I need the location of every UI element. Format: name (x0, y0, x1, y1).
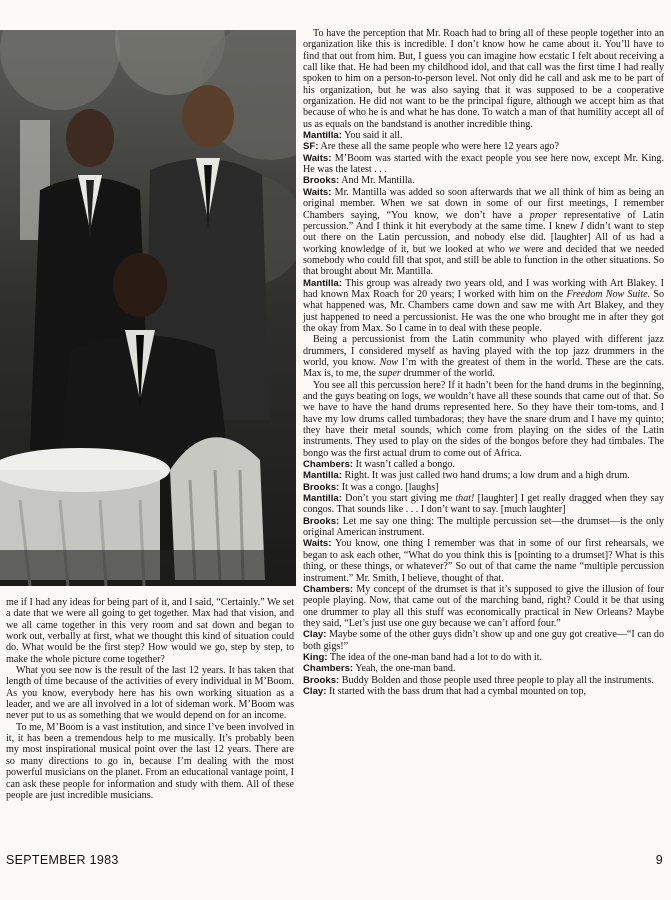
emphasis: that! (455, 493, 475, 505)
paragraph-text: drummer of the world. (400, 368, 495, 380)
speaker-line (303, 459, 664, 470)
speaker-text: Don’t you start giving me (341, 493, 456, 505)
emphasis: we (508, 243, 520, 255)
speaker-text: My concept of the drumset is that it’s supposed to give the illusion of four people playing. Now, that came out of the marching band, right? Could it be that using one drummer to play all this stuff was economically practical in New Orleans? Maybe they said, “Let’s just use one guy because we can’t afford four.” (303, 583, 664, 629)
speaker-text: Yeah, the one-man band. (353, 663, 456, 675)
paragraph: To have the perception that Mr. Roach had to bring all of these people together into an organization like this is incredible. I don’t know how he came about it. You’ll have to find that out from him. But, I guess you can imagine how ecstatic I felt about receiving a call like that. He had been my childhood idol, and that call was the first time I had really spoken to him on a person-to-person level. Not only did he call and ask me to be part of his organization, but he was also saying that it was supposed to be a cooperative organization. He did not want to be the principal figure, although we accept him as that because of who he is and what he has done. To watch a man of that humility accept all of us as equals on the bandstand is another incredible thing. (303, 28, 664, 130)
emphasis: Now (379, 356, 399, 368)
speaker-name: Brooks: (303, 481, 340, 493)
speaker-line (303, 584, 664, 629)
speaker-line (303, 675, 664, 686)
speaker-text: representative of Latin percussion.” And I think it hit everybody at the same time. I knew (303, 209, 664, 232)
speaker-name: Waits: (303, 538, 332, 550)
speaker-line (303, 493, 664, 516)
paragraph-text: I’m with the greatest of them in the world. These are the cats. Max is, to me, the (303, 356, 664, 380)
speaker-text: [laughter] I get really dragged when they say congos. That sounds like . . . I don’t want to say. [much laughter] (303, 493, 664, 516)
speaker-line (303, 663, 664, 674)
speaker-text: It wasn’t called a bongo. (353, 459, 455, 471)
speaker-text: It was a congo. [laughs] (339, 481, 439, 493)
speaker-name: Chambers: (303, 663, 354, 675)
speaker-text: Buddy Bolden and those people used three people to play all the instruments. (339, 674, 654, 686)
paragraph (303, 334, 664, 379)
emphasis: proper (529, 209, 557, 221)
right-column-text (303, 28, 664, 697)
page-number: 9 (655, 853, 663, 867)
speaker-name: Brooks: (303, 674, 340, 686)
speaker-text: It started with the bass drum that had a cymbal mounted on top, (326, 685, 587, 697)
speaker-line (303, 141, 664, 152)
paragraph: What you see now is the result of the last 12 years. It has taken that length of time because of the activities of every individual in M’Boom. As you know, everybody here has his own working situation as a leader, and we are all involved in a lot of sideman work. M’Boom was never put to us as something that we would depend on for an income. (6, 665, 294, 722)
speaker-name: Waits: (303, 186, 332, 198)
group-photo (0, 30, 296, 586)
speaker-text: Right. It was just called two hand drums; a low drum and a high drum. (341, 470, 630, 482)
speaker-line (303, 629, 664, 652)
speaker-text: were and decided that we needed somebody who could fill that spot, and still be able to function in the other situations. So that brought about Mr. Mantilla. (303, 243, 664, 278)
speaker-name: Mantilla: (303, 470, 342, 482)
speaker-line (303, 175, 664, 186)
speaker-line (303, 130, 664, 141)
emphasis: Freedom Now Suite. (566, 288, 651, 300)
left-column-text (6, 597, 294, 801)
speaker-name: SF: (303, 141, 319, 153)
speaker-text: M’Boom was started with the exact people you see here now, except Mr. King. He was the latest . . . (303, 152, 664, 176)
speaker-text: You know, one thing I remember was that in some of our first rehearsals, we began to ask each other, “What do you think this is [pointing to a drumset]? What is this thing, or these things, or whatever?” So out of that came the name “multiple percussion instrument.” Mr. Smith, I believe, thought of that. (303, 538, 664, 584)
speaker-text: The idea of the one-man band had a lot to do with it. (327, 651, 543, 663)
paragraph-text: Being a percussionist from the Latin community who played with different jazz drummers, I considered myself as having played with the top jazz drummers in the world, you know. (303, 334, 664, 368)
speaker-line (303, 652, 664, 663)
speaker-line (303, 470, 664, 481)
speaker-text: Maybe some of the other guys didn’t show up and one guy got creative—“I can do both gigs!” (303, 629, 664, 652)
paragraph: You see all this percussion here? If it hadn’t been for the hand drums in the beginning, and the guys beating on logs, we wouldn’t have all these sounds that came out of that. So we have to have the hand drums represented here. So they have their tom-toms, and I have my low drums called tumbadoras; they have the snare drum and I have my quinto; they have their metal sounds, which come from playing on the sides of the Latin instruments. They used to play on the sides of the bongos before they had timbales. The bongo was the first actual drum to come out of Africa. (303, 379, 664, 459)
speaker-text: This group was already two years old, and I was working with Art Blakey. I had known Max Roach for 20 years; I worked with him on the (303, 277, 664, 300)
speaker-name: Mantilla: (303, 493, 342, 505)
speaker-line (303, 482, 664, 493)
issue-date: SEPTEMBER 1983 (6, 853, 119, 867)
speaker-text: You said it all. (341, 130, 403, 142)
speaker-text: didn’t want to step out there on the Latin percussion, and nobody else did. [laughter] All of us had a working knowledge of it, but we looked at who (303, 220, 664, 255)
speaker-name: Mantilla: (303, 277, 342, 289)
emphasis: I (580, 220, 584, 232)
speaker-name: Waits: (303, 152, 332, 164)
speaker-name: Chambers: (303, 459, 354, 471)
speaker-name: Brooks: (303, 515, 340, 527)
speaker-name: Clay: (303, 685, 327, 697)
speaker-text: So what happened was, Mr. Chambers came down and saw me with Art Blakey, and they just happened to need a percussionist. He was the one who brought me in after they got the okay from Max. So I came in to deal with these people. (303, 288, 665, 334)
speaker-text: And Mr. Mantilla. (339, 175, 415, 187)
speaker-name: Mantilla: (303, 130, 342, 142)
paragraph: To me, M’Boom is a vast institution, and since I’ve been involved in it, it has been a tremendous help to me musically. It’s probably been my most inspirational musical point over the last 12 years. There are so many directions to go in, because I’m dealing with the most powerful musicians on the planet. From an educational vantage point, I can ask these people for information and study with them. All of these people are just incredible musicians. (6, 721, 294, 801)
speaker-name: Brooks: (303, 175, 340, 187)
speaker-text: Mr. Mantilla was added so soon afterwards that we all think of him as being an original member. When we sat down in some of our first meetings, I remember Chambers saying, “You know, we don’t have a (303, 186, 664, 221)
speaker-text: Are these all the same people who were here 12 years ago? (318, 141, 559, 153)
speaker-line (303, 516, 664, 539)
speaker-line (303, 538, 664, 583)
speaker-text: Let me say one thing: The multiple percussion set—the drumset—is the only original American instrument. (303, 515, 664, 539)
speaker-name: Clay: (303, 629, 327, 641)
speaker-line (303, 278, 664, 335)
speaker-line (303, 686, 664, 697)
speaker-name: Chambers: (303, 583, 354, 595)
paragraph: me if I had any ideas for being part of it, and I said, “Certainly.” We set a date that we were all going to get together. Max had that vision, and we all came together in this very room and sat down and began to work out, verbally at first, what we thought this kind of situation could do. What would be the first step? How would we go, step by step, to make the whole picture come together? (6, 597, 294, 665)
speaker-line (303, 187, 664, 278)
speaker-line (303, 153, 664, 176)
speaker-name: King: (303, 651, 328, 663)
emphasis: super (378, 368, 401, 380)
